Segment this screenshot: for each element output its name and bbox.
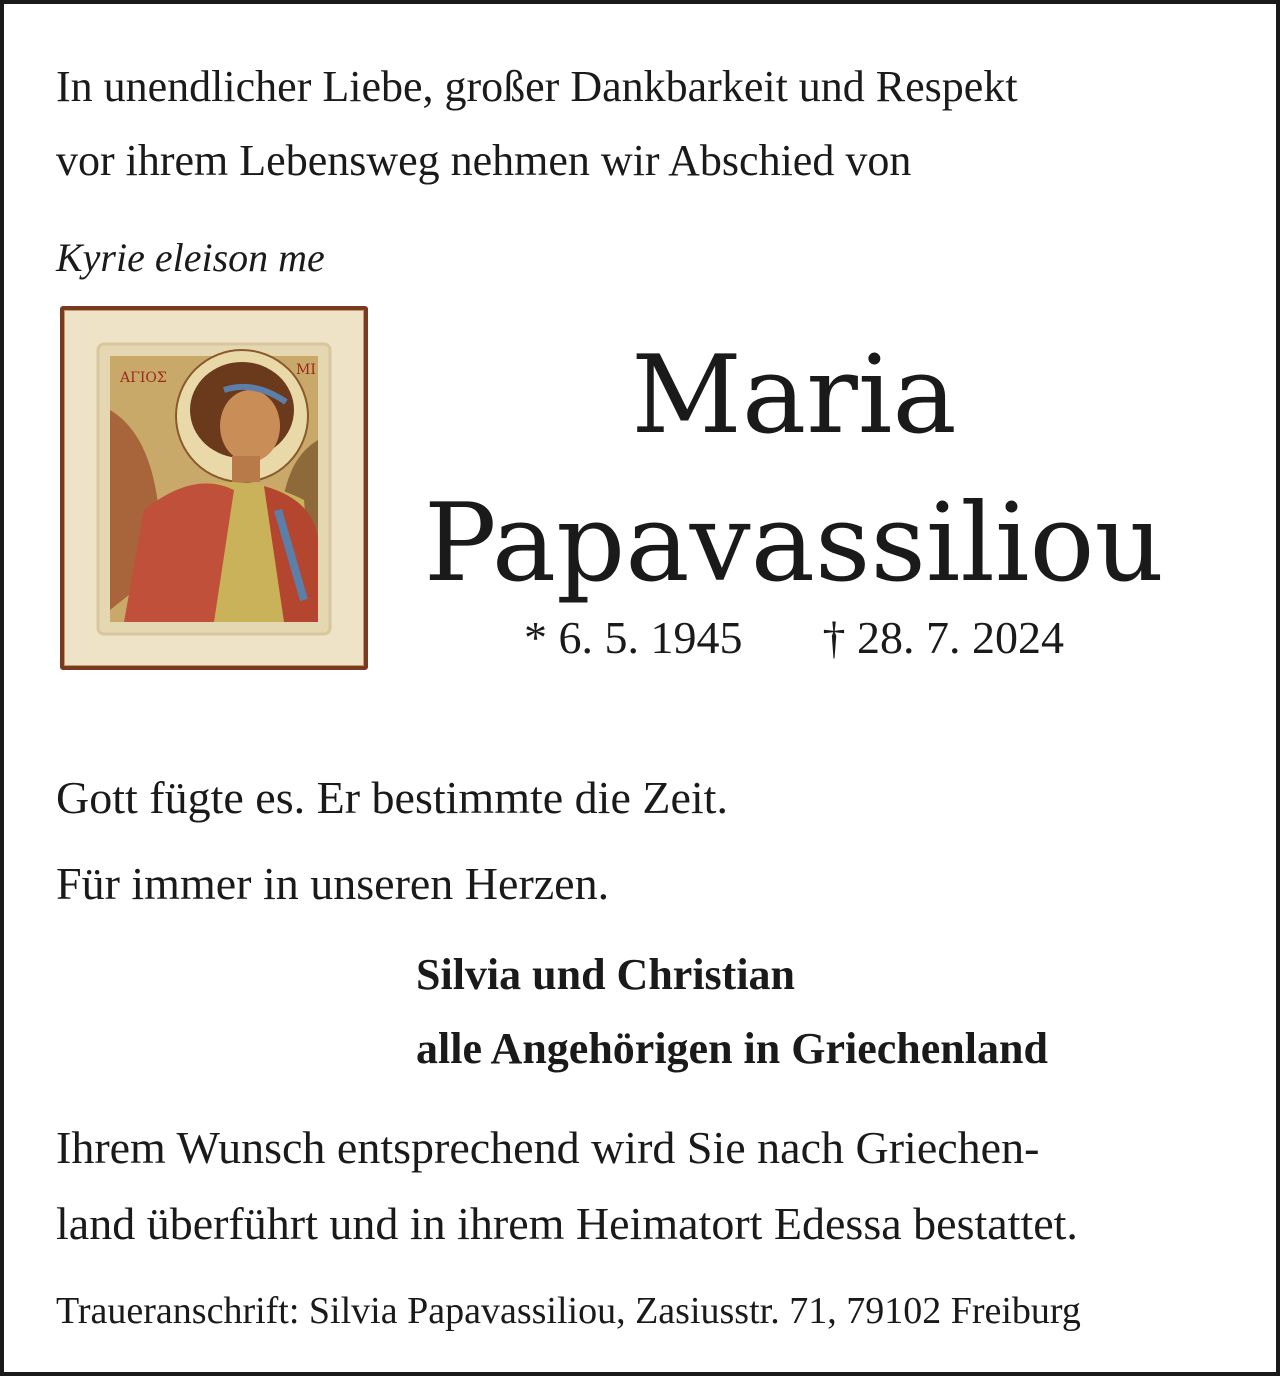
intro-text (56, 50, 1236, 198)
deceased-first-name: Maria (631, 333, 957, 458)
kyrie-eleison-text: Kyrie eleison me (56, 235, 325, 280)
svg-text:ΜΙ: ΜΙ (296, 362, 316, 378)
signer-line-2: alle Angehörigen in Griechenland (416, 1024, 1048, 1073)
wish-line-2: land überführt und in ihrem Heimatort Edessa bestattet. (56, 1198, 1078, 1249)
death-date: † 28. 7. 2024 (822, 612, 1064, 663)
birth-date: * 6. 5. 1945 (524, 612, 743, 663)
signer-line-1: Silvia und Christian (416, 950, 796, 999)
life-dates (384, 608, 1204, 668)
archangel-icon (64, 310, 364, 666)
deceased-name (384, 322, 1204, 618)
archangel-icon-image (60, 306, 368, 670)
mourning-address: Traueranschrift: Silvia Papavassiliou, Zasiusstr. 71, 79102 Freiburg (56, 1290, 1081, 1332)
svg-text:ΑΓΙΟΣ: ΑΓΙΟΣ (120, 370, 167, 386)
intro-line-2: vor ihrem Lebensweg nehmen wir Abschied von (56, 136, 912, 185)
wish-line-1: Ihrem Wunsch entsprechend wird Sie nach Griechen- (56, 1122, 1040, 1173)
quote-line-2: Für immer in unseren Herzen. (56, 858, 610, 909)
mourners-signature (416, 938, 1048, 1086)
burial-wish-text (56, 1110, 1236, 1262)
quote-line-1: Gott fügte es. Er bestimmte die Zeit. (56, 772, 728, 823)
intro-line-1: In unendlicher Liebe, großer Dankbarkeit und Respekt (56, 62, 1018, 111)
deceased-last-name: Papavassiliou (423, 481, 1165, 606)
